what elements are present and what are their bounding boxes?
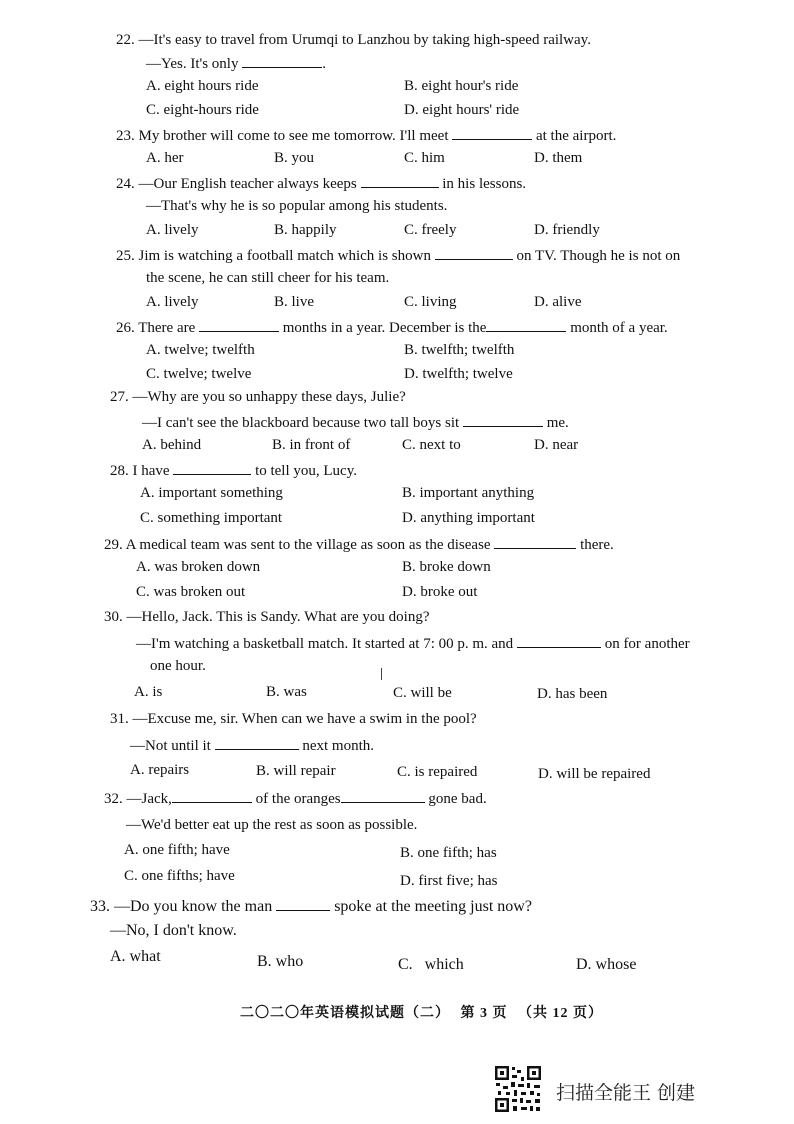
option-a: A. lively	[146, 222, 199, 238]
option-d: D. twelfth; twelve	[404, 366, 513, 382]
option-a: A. one fifth; have	[124, 842, 230, 858]
page-footer	[240, 1002, 609, 1022]
question-32-stem: 32. —Jack, of the oranges gone bad.	[104, 788, 487, 808]
option-b: B. who	[257, 953, 304, 970]
question-28-stem: 28. I have to tell you, Lucy.	[110, 460, 357, 480]
option-d: D. friendly	[534, 222, 600, 238]
answer-blank	[173, 460, 251, 475]
option-d: D. eight hours' ride	[404, 102, 520, 118]
option-a: A. important something	[140, 485, 283, 501]
option-d: D. first five; has	[400, 873, 498, 889]
answer-blank	[486, 317, 566, 332]
option-b: B. eight hour's ride	[404, 78, 519, 94]
answer-blank	[452, 125, 532, 140]
question-24-reply: —That's why he is so popular among his students.	[146, 198, 448, 214]
question-30-reply-cont: one hour.	[150, 658, 206, 674]
question-31-stem: 31. —Excuse me, sir. When can we have a swim in the pool?	[110, 711, 477, 727]
option-c: C. is repaired	[397, 764, 478, 780]
question-25-stem: 25. Jim is watching a football match which is shown on TV. Though he is not on	[116, 245, 680, 265]
option-c: C. was broken out	[136, 584, 246, 600]
option-d: D. will be repaired	[538, 766, 651, 782]
option-c: C. next to	[402, 437, 461, 453]
answer-blank	[361, 173, 439, 188]
answer-blank	[172, 788, 252, 803]
question-30-stem: 30. —Hello, Jack. This is Sandy. What are you doing?	[104, 609, 430, 625]
option-a: A. eight hours ride	[146, 78, 259, 94]
option-a: A. repairs	[130, 762, 190, 778]
option-a: A. her	[146, 150, 184, 166]
option-b: B. happily	[274, 222, 337, 238]
option-b: B. will repair	[256, 763, 336, 779]
question-23-stem: 23. My brother will come to see me tomorrow. I'll meet at the airport.	[116, 125, 616, 145]
option-a: A. was broken down	[136, 559, 261, 575]
option-c: C. freely	[404, 222, 457, 238]
question-27-reply: —I can't see the blackboard because two tall boys sit me.	[142, 412, 569, 432]
question-29-stem: 29. A medical team was sent to the village as soon as the disease there.	[104, 534, 614, 554]
option-b: B. one fifth; has	[400, 845, 497, 861]
option-d: D. broke out	[402, 584, 478, 600]
option-c: C. which	[398, 956, 464, 973]
option-a: A. lively	[146, 294, 199, 310]
answer-blank	[494, 534, 576, 549]
option-c: C. him	[404, 150, 445, 166]
option-d: D. near	[534, 437, 579, 453]
question-25-stem-cont: the scene, he can still cheer for his team.	[146, 270, 390, 286]
question-24-stem: 24. —Our English teacher always keeps in his lessons.	[116, 173, 526, 193]
option-b: B. twelfth; twelfth	[404, 342, 515, 358]
page-total: （共 12 页）	[518, 1006, 603, 1021]
question-32-reply: —We'd better eat up the rest as soon as possible.	[126, 817, 418, 833]
option-c: C. eight-hours ride	[146, 102, 259, 118]
scanner-watermark: 扫描全能王 创建	[556, 1082, 696, 1104]
option-d: D. alive	[534, 294, 582, 310]
option-a: A. is	[134, 684, 163, 700]
option-a: A. twelve; twelfth	[146, 342, 255, 358]
option-c: C. twelve; twelve	[146, 366, 252, 382]
question-26-stem: 26. There are months in a year. December is the month of a year.	[116, 317, 668, 337]
answer-blank	[341, 788, 425, 803]
option-a: A. behind	[142, 437, 202, 453]
option-b: B. in front of	[272, 437, 351, 453]
option-d: D. anything important	[402, 510, 535, 526]
question-33-reply: —No, I don't know.	[110, 922, 237, 939]
option-c: C. living	[404, 294, 457, 310]
answer-blank	[463, 412, 543, 427]
option-c: C. will be	[393, 685, 452, 701]
question-33-stem: 33. —Do you know the man spoke at the meeting just now?	[90, 898, 532, 915]
option-c: C. something important	[140, 510, 283, 526]
question-27-stem: 27. —Why are you so unhappy these days, Julie?	[110, 389, 406, 405]
option-d: D. whose	[576, 956, 637, 973]
page-number: 第 3 页	[460, 1006, 508, 1021]
answer-blank	[242, 53, 322, 68]
question-31-reply: —Not until it next month.	[130, 735, 374, 755]
option-c: C. one fifths; have	[124, 868, 235, 884]
answer-blank	[517, 633, 601, 648]
option-b: B. broke down	[402, 559, 491, 575]
exam-title: 二〇二〇年英语模拟试题（二）	[240, 1006, 450, 1021]
option-b: B. live	[274, 294, 314, 310]
option-d: D. has been	[537, 686, 608, 702]
option-b: B. was	[266, 684, 307, 700]
answer-blank	[215, 735, 299, 750]
question-22-reply: —Yes. It's only .	[146, 53, 326, 73]
option-a: A. what	[110, 948, 161, 965]
answer-blank	[435, 245, 513, 260]
option-d: D. them	[534, 150, 583, 166]
stray-mark	[381, 668, 382, 680]
question-30-reply: —I'm watching a basketball match. It started at 7: 00 p. m. and on for another	[136, 633, 690, 653]
qr-code-icon	[494, 1065, 542, 1113]
question-22-stem: 22. —It's easy to travel from Urumqi to Lanzhou by taking high-speed railway.	[116, 32, 591, 48]
option-b: B. you	[274, 150, 315, 166]
answer-blank	[276, 896, 330, 911]
option-b: B. important anything	[402, 485, 535, 501]
answer-blank	[199, 317, 279, 332]
